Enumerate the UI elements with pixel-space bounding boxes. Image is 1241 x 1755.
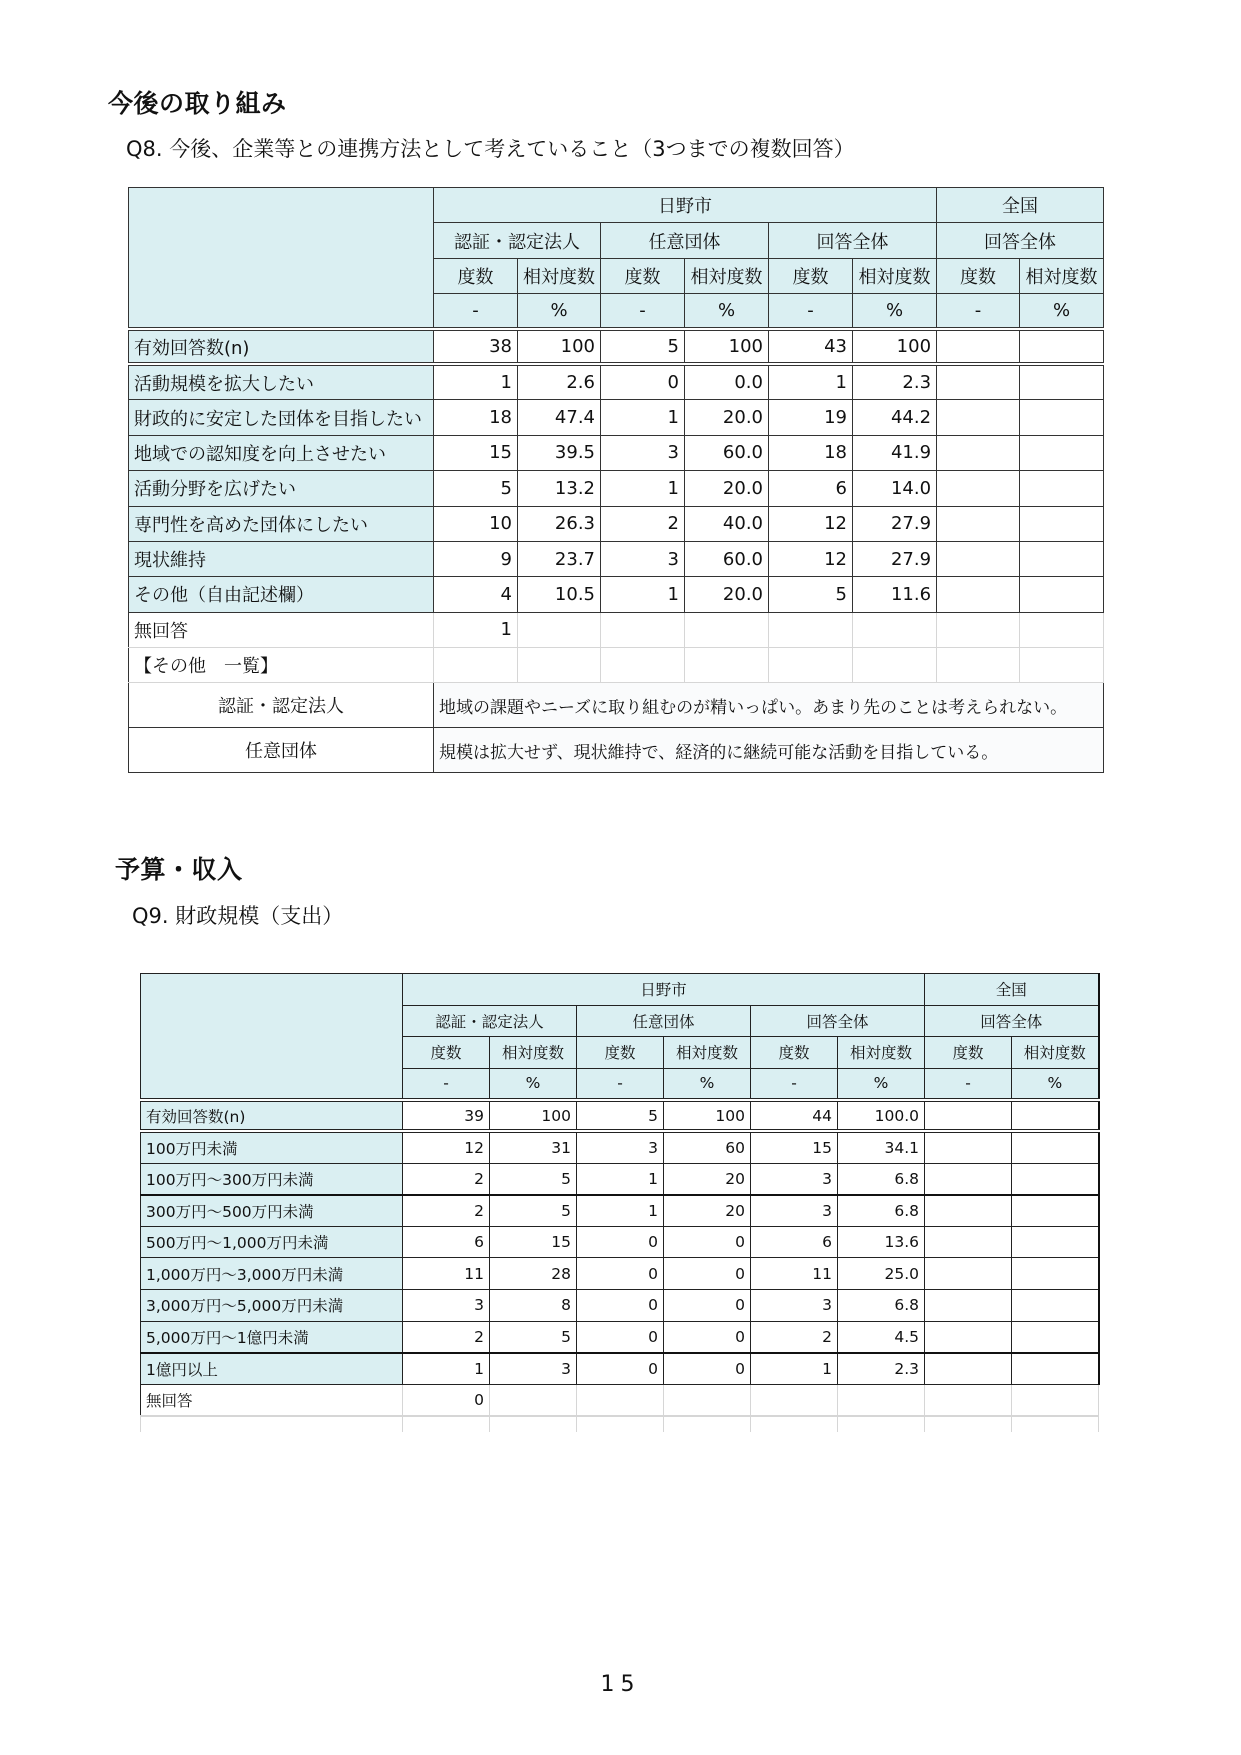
value-cell: 0.0 <box>685 364 769 399</box>
value-cell: 20.0 <box>685 471 769 506</box>
unit-header: % <box>664 1068 751 1100</box>
value-cell: 11.6 <box>853 577 937 612</box>
value-cell: 2 <box>751 1321 838 1353</box>
value-cell: 0 <box>664 1321 751 1353</box>
value-cell: 28 <box>490 1258 577 1290</box>
value-cell: 1 <box>769 364 853 399</box>
column-header: 度数 <box>403 1037 490 1069</box>
value-cell: 3 <box>601 435 685 470</box>
row-label: その他（自由記述欄） <box>129 577 434 612</box>
value-cell: 3 <box>601 541 685 576</box>
value-cell: 1 <box>601 471 685 506</box>
q9-table <box>140 973 1100 1432</box>
value-cell: 11 <box>403 1258 490 1290</box>
value-cell <box>925 1353 1012 1385</box>
value-cell: 4.5 <box>838 1321 925 1353</box>
value-cell: 6.8 <box>838 1289 925 1321</box>
value-cell <box>1012 1353 1099 1385</box>
total-row <box>141 1100 1099 1132</box>
value-cell: 3 <box>751 1163 838 1195</box>
value-cell: 31 <box>490 1131 577 1163</box>
column-header: 相対度数 <box>853 258 937 293</box>
no-answer-row <box>129 612 1104 647</box>
value-cell: 0 <box>577 1258 664 1290</box>
column-header: 度数 <box>925 1037 1012 1069</box>
value-cell <box>925 1131 1012 1163</box>
value-cell: 1 <box>601 400 685 435</box>
value-cell <box>937 506 1020 541</box>
value-cell: 2 <box>403 1321 490 1353</box>
table-row <box>129 435 1104 470</box>
value-cell: 100 <box>853 329 937 364</box>
value-cell: 18 <box>769 435 853 470</box>
value-cell: 6.8 <box>838 1195 925 1227</box>
value-cell <box>937 400 1020 435</box>
unit-header: % <box>853 294 937 329</box>
unit-header: - <box>577 1068 664 1100</box>
value-cell: 5 <box>577 1100 664 1132</box>
value-cell: 4 <box>434 577 518 612</box>
value-cell: 3 <box>751 1289 838 1321</box>
value-cell: 0 <box>664 1353 751 1385</box>
row-label: 500万円～1,000万円未満 <box>141 1226 403 1258</box>
table-row <box>129 577 1104 612</box>
unit-header: - <box>751 1068 838 1100</box>
value-cell <box>1020 364 1104 399</box>
row-label: 財政的に安定した団体を目指したい <box>129 400 434 435</box>
value-cell: 1 <box>403 1353 490 1385</box>
value-cell: 60.0 <box>685 541 769 576</box>
column-header: 相対度数 <box>685 258 769 293</box>
unit-header: % <box>685 294 769 329</box>
other-list-text: 規模は拡大せず、現状維持で、経済的に継続可能な活動を目指している。 <box>434 728 1104 773</box>
value-cell: 100 <box>518 329 601 364</box>
column-header: 度数 <box>769 258 853 293</box>
table-row <box>129 506 1104 541</box>
corner-header <box>129 188 434 330</box>
value-cell: 0 <box>577 1321 664 1353</box>
sub-header: 認証・認定法人 <box>403 1005 577 1037</box>
value-cell: 8 <box>490 1289 577 1321</box>
other-list-item <box>129 728 1104 773</box>
column-header: 度数 <box>434 258 518 293</box>
value-cell: 1 <box>434 364 518 399</box>
value-cell <box>1012 1226 1099 1258</box>
row-label: 現状維持 <box>129 541 434 576</box>
value-cell: 5 <box>769 577 853 612</box>
unit-header: % <box>1012 1068 1099 1100</box>
no-answer-row <box>141 1384 1099 1416</box>
table-row <box>129 364 1104 399</box>
value-cell: 6 <box>751 1226 838 1258</box>
no-answer-value: 0 <box>403 1384 490 1416</box>
value-cell <box>1012 1163 1099 1195</box>
value-cell: 40.0 <box>685 506 769 541</box>
value-cell <box>1020 329 1104 364</box>
other-list-type: 認証・認定法人 <box>129 683 434 728</box>
value-cell: 1 <box>577 1163 664 1195</box>
value-cell <box>925 1321 1012 1353</box>
row-label: 有効回答数(n) <box>129 329 434 364</box>
group-header-hino: 日野市 <box>434 188 937 223</box>
value-cell: 5 <box>490 1321 577 1353</box>
row-label: 活動規模を拡大したい <box>129 364 434 399</box>
value-cell <box>1012 1258 1099 1290</box>
value-cell <box>925 1195 1012 1227</box>
value-cell: 15 <box>434 435 518 470</box>
value-cell: 6 <box>769 471 853 506</box>
column-header: 相対度数 <box>518 258 601 293</box>
value-cell <box>1020 541 1104 576</box>
value-cell: 0 <box>664 1226 751 1258</box>
corner-header <box>141 974 403 1100</box>
row-label: 3,000万円～5,000万円未満 <box>141 1289 403 1321</box>
column-header: 度数 <box>751 1037 838 1069</box>
table-row <box>141 1226 1099 1258</box>
value-cell: 6 <box>403 1226 490 1258</box>
question-q9: Q9. 財政規模（支出） <box>132 904 344 928</box>
sub-header: 回答全体 <box>925 1005 1099 1037</box>
no-answer-label: 無回答 <box>129 612 434 647</box>
value-cell: 12 <box>403 1131 490 1163</box>
value-cell <box>1020 471 1104 506</box>
value-cell: 18 <box>434 400 518 435</box>
other-list-header-row <box>129 648 1104 683</box>
value-cell: 11 <box>751 1258 838 1290</box>
value-cell: 0 <box>601 364 685 399</box>
value-cell <box>925 1258 1012 1290</box>
value-cell: 2.6 <box>518 364 601 399</box>
value-cell: 100 <box>664 1100 751 1132</box>
table-row <box>129 541 1104 576</box>
value-cell <box>925 1100 1012 1132</box>
value-cell: 19 <box>769 400 853 435</box>
other-list-text: 地域の課題やニーズに取り組むのが精いっぱい。あまり先のことは考えられない。 <box>434 683 1104 728</box>
value-cell: 44 <box>751 1100 838 1132</box>
group-header-hino: 日野市 <box>403 974 925 1006</box>
unit-header: - <box>937 294 1020 329</box>
value-cell: 10 <box>434 506 518 541</box>
column-header: 相対度数 <box>490 1037 577 1069</box>
value-cell: 60 <box>664 1131 751 1163</box>
value-cell <box>937 435 1020 470</box>
sub-header: 任意団体 <box>601 223 769 258</box>
unit-header: - <box>769 294 853 329</box>
value-cell: 100.0 <box>838 1100 925 1132</box>
value-cell: 12 <box>769 506 853 541</box>
page-number: 15 <box>600 1672 641 1697</box>
value-cell <box>1012 1195 1099 1227</box>
value-cell <box>937 541 1020 576</box>
value-cell: 38 <box>434 329 518 364</box>
value-cell: 15 <box>751 1131 838 1163</box>
value-cell: 9 <box>434 541 518 576</box>
unit-header: % <box>490 1068 577 1100</box>
value-cell: 41.9 <box>853 435 937 470</box>
table-row <box>129 400 1104 435</box>
value-cell: 0 <box>577 1226 664 1258</box>
value-cell: 39 <box>403 1100 490 1132</box>
sub-header: 回答全体 <box>751 1005 925 1037</box>
column-header: 度数 <box>601 258 685 293</box>
unit-header: % <box>1020 294 1104 329</box>
value-cell: 20.0 <box>685 400 769 435</box>
value-cell: 1 <box>751 1353 838 1385</box>
row-label: 100万円～300万円未満 <box>141 1163 403 1195</box>
value-cell <box>925 1226 1012 1258</box>
value-cell <box>1012 1131 1099 1163</box>
value-cell: 3 <box>577 1131 664 1163</box>
value-cell <box>1012 1289 1099 1321</box>
empty-grid-row <box>141 1416 1099 1432</box>
table-row <box>129 471 1104 506</box>
value-cell <box>937 364 1020 399</box>
table-row <box>141 1163 1099 1195</box>
value-cell: 12 <box>769 541 853 576</box>
unit-header: % <box>518 294 601 329</box>
value-cell: 3 <box>403 1289 490 1321</box>
table-row <box>141 1258 1099 1290</box>
table-row <box>141 1321 1099 1353</box>
value-cell: 0 <box>664 1258 751 1290</box>
table-row <box>141 1195 1099 1227</box>
total-row <box>129 329 1104 364</box>
value-cell: 10.5 <box>518 577 601 612</box>
unit-header: - <box>601 294 685 329</box>
value-cell: 3 <box>490 1353 577 1385</box>
value-cell <box>1012 1100 1099 1132</box>
table-row <box>141 1131 1099 1163</box>
value-cell: 23.7 <box>518 541 601 576</box>
value-cell: 20 <box>664 1163 751 1195</box>
sub-header: 認証・認定法人 <box>434 223 601 258</box>
value-cell: 43 <box>769 329 853 364</box>
value-cell <box>937 471 1020 506</box>
value-cell: 5 <box>490 1195 577 1227</box>
value-cell: 5 <box>601 329 685 364</box>
value-cell <box>1020 400 1104 435</box>
value-cell: 26.3 <box>518 506 601 541</box>
column-header: 相対度数 <box>838 1037 925 1069</box>
value-cell <box>1020 435 1104 470</box>
row-label: 専門性を高めた団体にしたい <box>129 506 434 541</box>
sub-header: 任意団体 <box>577 1005 751 1037</box>
value-cell: 2 <box>403 1195 490 1227</box>
sub-header: 回答全体 <box>769 223 937 258</box>
row-label: 1,000万円～3,000万円未満 <box>141 1258 403 1290</box>
q8-table <box>128 187 1104 773</box>
value-cell: 15 <box>490 1226 577 1258</box>
value-cell: 2 <box>403 1163 490 1195</box>
value-cell: 0 <box>577 1289 664 1321</box>
value-cell: 27.9 <box>853 541 937 576</box>
value-cell: 39.5 <box>518 435 601 470</box>
value-cell <box>925 1163 1012 1195</box>
column-header: 度数 <box>937 258 1020 293</box>
value-cell: 0 <box>577 1353 664 1385</box>
table-row <box>141 1289 1099 1321</box>
section-heading-future-efforts: 今後の取り組み <box>108 89 287 118</box>
column-header: 相対度数 <box>1020 258 1104 293</box>
value-cell: 14.0 <box>853 471 937 506</box>
value-cell: 25.0 <box>838 1258 925 1290</box>
value-cell: 20 <box>664 1195 751 1227</box>
value-cell: 13.6 <box>838 1226 925 1258</box>
value-cell <box>1012 1321 1099 1353</box>
group-header-national: 全国 <box>937 188 1104 223</box>
row-label: 有効回答数(n) <box>141 1100 403 1132</box>
other-list-type: 任意団体 <box>129 728 434 773</box>
row-label: 活動分野を広げたい <box>129 471 434 506</box>
value-cell: 0 <box>664 1289 751 1321</box>
value-cell: 20.0 <box>685 577 769 612</box>
value-cell: 100 <box>490 1100 577 1132</box>
value-cell <box>937 577 1020 612</box>
value-cell <box>925 1289 1012 1321</box>
value-cell: 2.3 <box>838 1353 925 1385</box>
group-header-national: 全国 <box>925 974 1099 1006</box>
no-answer-label: 無回答 <box>141 1384 403 1416</box>
section-heading-budget-income: 予算・収入 <box>115 855 243 884</box>
value-cell: 60.0 <box>685 435 769 470</box>
row-label: 1億円以上 <box>141 1353 403 1385</box>
value-cell: 2 <box>601 506 685 541</box>
value-cell: 27.9 <box>853 506 937 541</box>
value-cell: 34.1 <box>838 1131 925 1163</box>
value-cell: 5 <box>434 471 518 506</box>
row-label: 5,000万円～1億円未満 <box>141 1321 403 1353</box>
value-cell: 47.4 <box>518 400 601 435</box>
column-header: 相対度数 <box>1012 1037 1099 1069</box>
column-header: 度数 <box>577 1037 664 1069</box>
other-list-label: 【その他 一覧】 <box>129 648 434 683</box>
value-cell <box>937 329 1020 364</box>
value-cell <box>1020 506 1104 541</box>
question-q8: Q8. 今後、企業等との連携方法として考えていること（3つまでの複数回答） <box>126 137 855 161</box>
value-cell: 6.8 <box>838 1163 925 1195</box>
table-row <box>141 1353 1099 1385</box>
sub-header: 回答全体 <box>937 223 1104 258</box>
no-answer-value: 1 <box>434 612 518 647</box>
value-cell: 3 <box>751 1195 838 1227</box>
value-cell: 13.2 <box>518 471 601 506</box>
value-cell <box>1020 577 1104 612</box>
column-header: 相対度数 <box>664 1037 751 1069</box>
unit-header: % <box>838 1068 925 1100</box>
value-cell: 44.2 <box>853 400 937 435</box>
unit-header: - <box>403 1068 490 1100</box>
value-cell: 1 <box>577 1195 664 1227</box>
row-label: 300万円～500万円未満 <box>141 1195 403 1227</box>
other-list-item <box>129 683 1104 728</box>
value-cell: 5 <box>490 1163 577 1195</box>
unit-header: - <box>434 294 518 329</box>
value-cell: 100 <box>685 329 769 364</box>
row-label: 地域での認知度を向上させたい <box>129 435 434 470</box>
value-cell: 2.3 <box>853 364 937 399</box>
row-label: 100万円未満 <box>141 1131 403 1163</box>
value-cell: 1 <box>601 577 685 612</box>
unit-header: - <box>925 1068 1012 1100</box>
